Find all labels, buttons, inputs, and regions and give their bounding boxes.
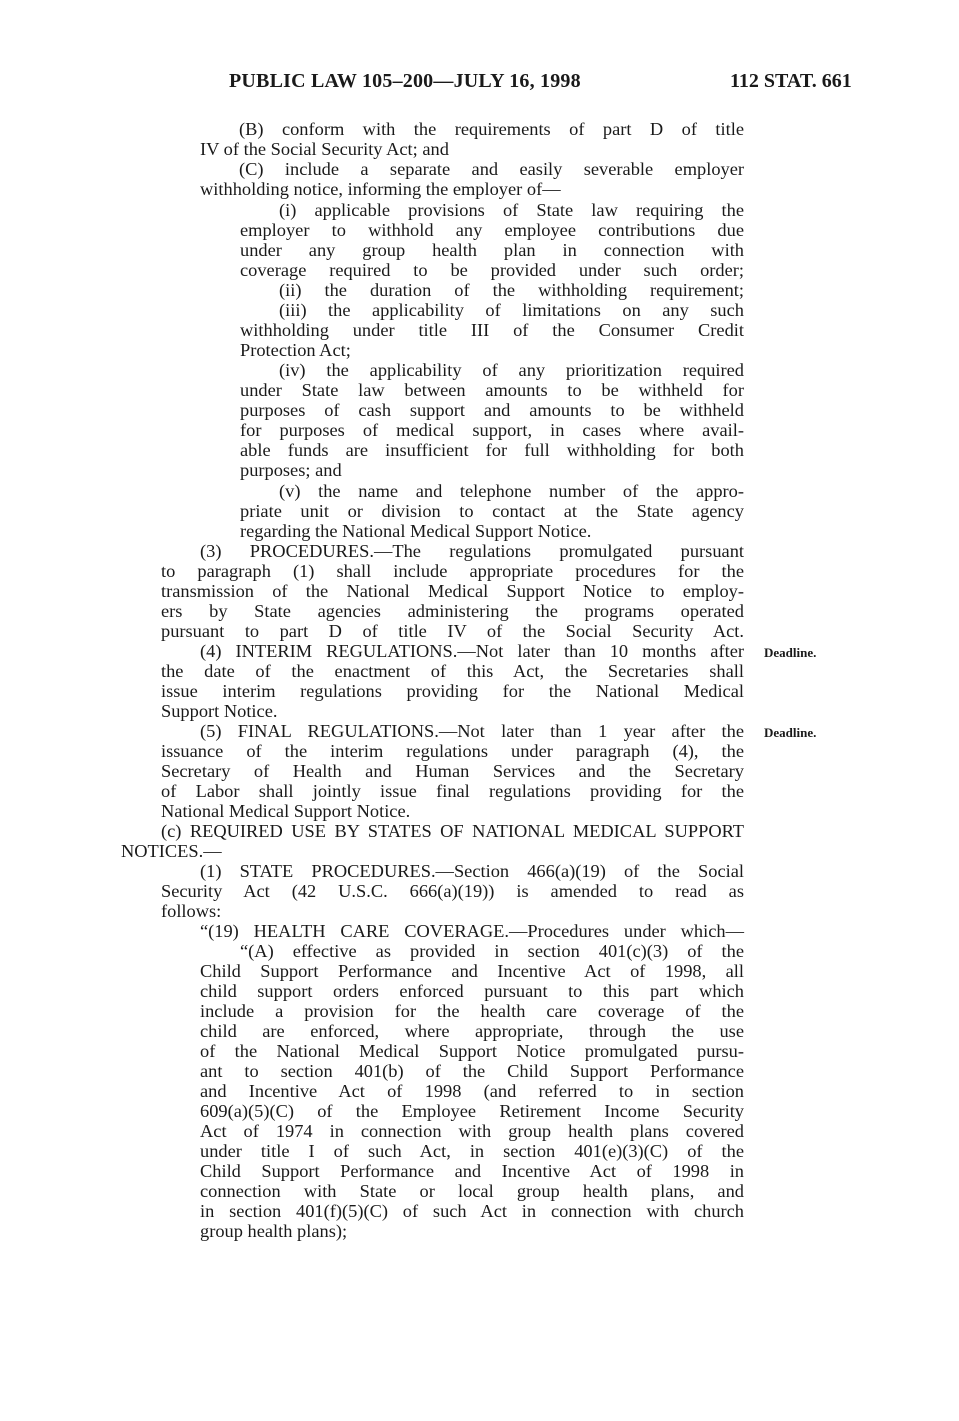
text-line: 609(a)(5)(C) of the Employee Retirement Income Security (200, 1101, 744, 1121)
text-line: of Labor shall jointly issue final regulations providing for the (161, 781, 744, 801)
text-line: “(A) effective as provided in section 401(c)(3) of the (240, 941, 744, 961)
text-line: issuance of the interim regulations under paragraph (4), the (161, 741, 744, 761)
text-line: for purposes of medical support, in cases where avail- (240, 420, 744, 440)
running-header-title: PUBLIC LAW 105–200—JULY 16, 1998 (229, 70, 581, 92)
running-header-page: 112 STAT. 661 (730, 70, 852, 92)
text-line: (iii) the applicability of limitations on any such (279, 300, 744, 320)
text-line: and Incentive Act of 1998 (and referred to in section (200, 1081, 744, 1101)
text-line: under any group health plan in connection with (240, 240, 744, 260)
text-line: ant to section 401(b) of the Child Support Performance (200, 1061, 744, 1081)
text-line: (5) FINAL REGULATIONS.—Not later than 1 year after the (200, 721, 744, 741)
text-line: “(19) HEALTH CARE COVERAGE.—Procedures under which— (200, 921, 744, 941)
text-line: pursuant to part D of title IV of the Social Security Act. (161, 621, 744, 641)
text-line: coverage required to be provided under such order; (240, 260, 744, 280)
text-line: transmission of the National Medical Support Notice to employ- (161, 581, 744, 601)
text-line: priate unit or division to contact at the State agency (240, 501, 744, 521)
text-line: (iv) the applicability of any prioritization required (279, 360, 744, 380)
text-line: purposes of cash support and amounts to be withheld (240, 400, 744, 420)
text-line: able funds are insufficient for full withholding for both (240, 440, 744, 460)
text-line: issue interim regulations providing for the National Medical (161, 681, 744, 701)
text-line: regarding the National Medical Support Notice. (240, 521, 592, 541)
text-line: (ii) the duration of the withholding requirement; (279, 280, 744, 300)
text-line: group health plans); (200, 1221, 348, 1241)
text-line: (C) include a separate and easily severable employer (239, 159, 744, 179)
text-line: connection with State or local group health plans, and (200, 1181, 744, 1201)
text-line: (4) INTERIM REGULATIONS.—Not later than 10 months after (200, 641, 744, 661)
text-line: Security Act (42 U.S.C. 666(a)(19)) is amended to read as (161, 881, 744, 901)
text-line: Secretary of Health and Human Services and the Secretary (161, 761, 744, 781)
text-line: Child Support Performance and Incentive Act of 1998, all (200, 961, 744, 981)
text-line: withholding notice, informing the employer of— (200, 179, 561, 199)
text-line: (1) STATE PROCEDURES.—Section 466(a)(19) of the Social (200, 861, 744, 881)
text-line: (v) the name and telephone number of the appro- (279, 481, 744, 501)
text-line: purposes; and (240, 460, 342, 480)
text-line: (i) applicable provisions of State law requiring the (279, 200, 744, 220)
section-heading-line: (c) REQUIRED USE BY STATES OF NATIONAL MEDICAL SUPPORT (161, 821, 744, 841)
text-line: include a provision for the health care coverage of the (200, 1001, 744, 1021)
section-heading-line: NOTICES.— (121, 841, 222, 861)
text-line: Protection Act; (240, 340, 351, 360)
text-line: Support Notice. (161, 701, 278, 721)
text-line: National Medical Support Notice. (161, 801, 411, 821)
text-line: Act of 1974 in connection with group health plans covered (200, 1121, 744, 1141)
text-line: (3) PROCEDURES.—The regulations promulgated pursuant (200, 541, 744, 561)
text-line: under title I of such Act, in section 401(e)(3)(C) of the (200, 1141, 744, 1161)
text-line: in section 401(f)(5)(C) of such Act in connection with church (200, 1201, 744, 1221)
deadline-margin-note: Deadline. (764, 725, 817, 740)
text-line: ers by State agencies administering the programs operated (161, 601, 744, 621)
text-line: (B) conform with the requirements of part D of title (239, 119, 744, 139)
text-line: of the National Medical Support Notice promulgated pursu- (200, 1041, 744, 1061)
text-line: Child Support Performance and Incentive Act of 1998 in (200, 1161, 744, 1181)
text-line: child are enforced, where appropriate, through the use (200, 1021, 744, 1041)
text-line: employer to withhold any employee contributions due (240, 220, 744, 240)
text-line: IV of the Social Security Act; and (200, 139, 449, 159)
text-line: withholding under title III of the Consumer Credit (240, 320, 744, 340)
text-line: follows: (161, 901, 222, 921)
text-line: the date of the enactment of this Act, the Secretaries shall (161, 661, 744, 681)
text-line: child support orders enforced pursuant to this part which (200, 981, 744, 1001)
text-line: under State law between amounts to be withheld for (240, 380, 744, 400)
text-line: to paragraph (1) shall include appropriate procedures for the (161, 561, 744, 581)
deadline-margin-note: Deadline. (764, 645, 817, 660)
